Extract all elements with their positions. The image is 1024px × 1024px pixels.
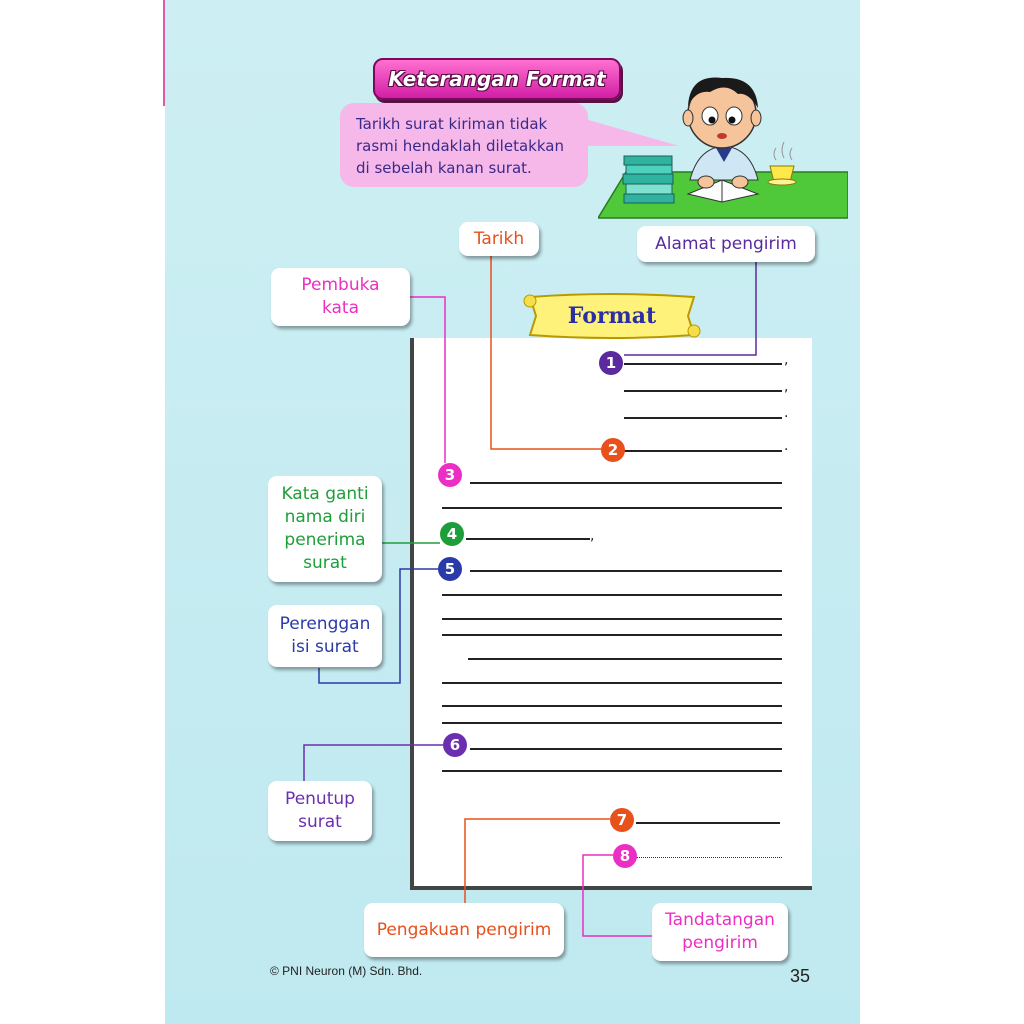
label-tarikh (459, 222, 539, 256)
speech-bubble (340, 103, 588, 187)
label-kata-ganti-line-2: nama diri (284, 507, 366, 527)
letter-paper (414, 338, 812, 888)
body-line-1 (470, 570, 782, 572)
label-pengakuan-text: Pengakuan pengirim (376, 919, 552, 940)
sender-name-line (636, 822, 780, 824)
format-banner (522, 291, 702, 341)
recipient-line (466, 538, 590, 540)
opening-line-1 (470, 482, 782, 484)
label-perenggan (268, 605, 382, 667)
marker-7: 7 (610, 808, 634, 832)
section-title-text: Keterangan Format (388, 67, 606, 91)
label-pembuka-kata (271, 268, 410, 326)
address-line-1 (624, 363, 782, 365)
opening-line-2 (442, 507, 782, 509)
bubble-line-3: di sebelah kanan surat. (356, 159, 532, 177)
label-penutup (268, 781, 372, 841)
label-kata-ganti-line-3: penerima (284, 530, 366, 550)
body-line-4 (442, 634, 782, 636)
body-line-5 (468, 658, 782, 660)
label-perenggan-line-1: Perenggan (279, 614, 371, 634)
label-pengakuan-pengirim (364, 903, 564, 957)
section-title (373, 58, 621, 100)
label-penutup-line-2: surat (298, 812, 342, 832)
address-line-3 (624, 417, 782, 419)
marker-6: 6 (443, 733, 467, 757)
address-comma-2: , (784, 379, 789, 395)
copyright-text: © PNI Neuron (M) Sdn. Bhd. (270, 964, 423, 978)
paper-shadow-bottom (410, 886, 812, 890)
label-tandatangan-line-1: Tandatangan (665, 910, 775, 930)
page-edge-mark (163, 0, 165, 106)
marker-2: 2 (601, 438, 625, 462)
marker-1: 1 (599, 351, 623, 375)
label-kata-ganti-line-4: surat (303, 553, 347, 573)
label-kata-ganti-line-1: Kata ganti (281, 484, 369, 504)
label-penutup-line-1: Penutup (285, 789, 355, 809)
boy-reading-illustration (598, 70, 848, 222)
paper-shadow-left (410, 338, 414, 890)
address-line-2 (624, 390, 782, 392)
body-line-7 (442, 705, 782, 707)
label-alamat-text: Alamat pengirim (655, 233, 797, 254)
closing-line-2 (442, 770, 782, 772)
body-line-8 (442, 722, 782, 724)
label-tandatangan-line-2: pengirim (682, 933, 758, 953)
closing-line-1 (470, 748, 782, 750)
page-number: 35 (790, 966, 811, 986)
bubble-line-2: rasmi hendaklah diletakkan (356, 137, 564, 155)
label-tandatangan (652, 903, 788, 961)
body-line-3 (442, 618, 782, 620)
label-perenggan-line-2: isi surat (291, 637, 359, 657)
bubble-line-1: Tarikh surat kiriman tidak (356, 115, 548, 133)
label-pembuka-line-2: kata (321, 298, 360, 318)
recipient-comma: , (590, 528, 595, 544)
label-alamat-pengirim (637, 226, 815, 262)
marker-5: 5 (438, 557, 462, 581)
format-banner-text: Format (567, 303, 657, 329)
label-tarikh-text: Tarikh (473, 228, 525, 249)
address-period: . (784, 405, 789, 421)
marker-8: 8 (613, 844, 637, 868)
body-line-6 (442, 682, 782, 684)
label-pembuka-line-1: Pembuka (301, 275, 380, 295)
body-line-2 (442, 594, 782, 596)
marker-4: 4 (440, 522, 464, 546)
marker-3: 3 (438, 463, 462, 487)
signature-dotted-line (636, 857, 782, 858)
date-line (624, 450, 782, 452)
address-comma-1: , (784, 352, 789, 368)
date-period: . (784, 438, 789, 454)
label-kata-ganti (268, 476, 382, 582)
